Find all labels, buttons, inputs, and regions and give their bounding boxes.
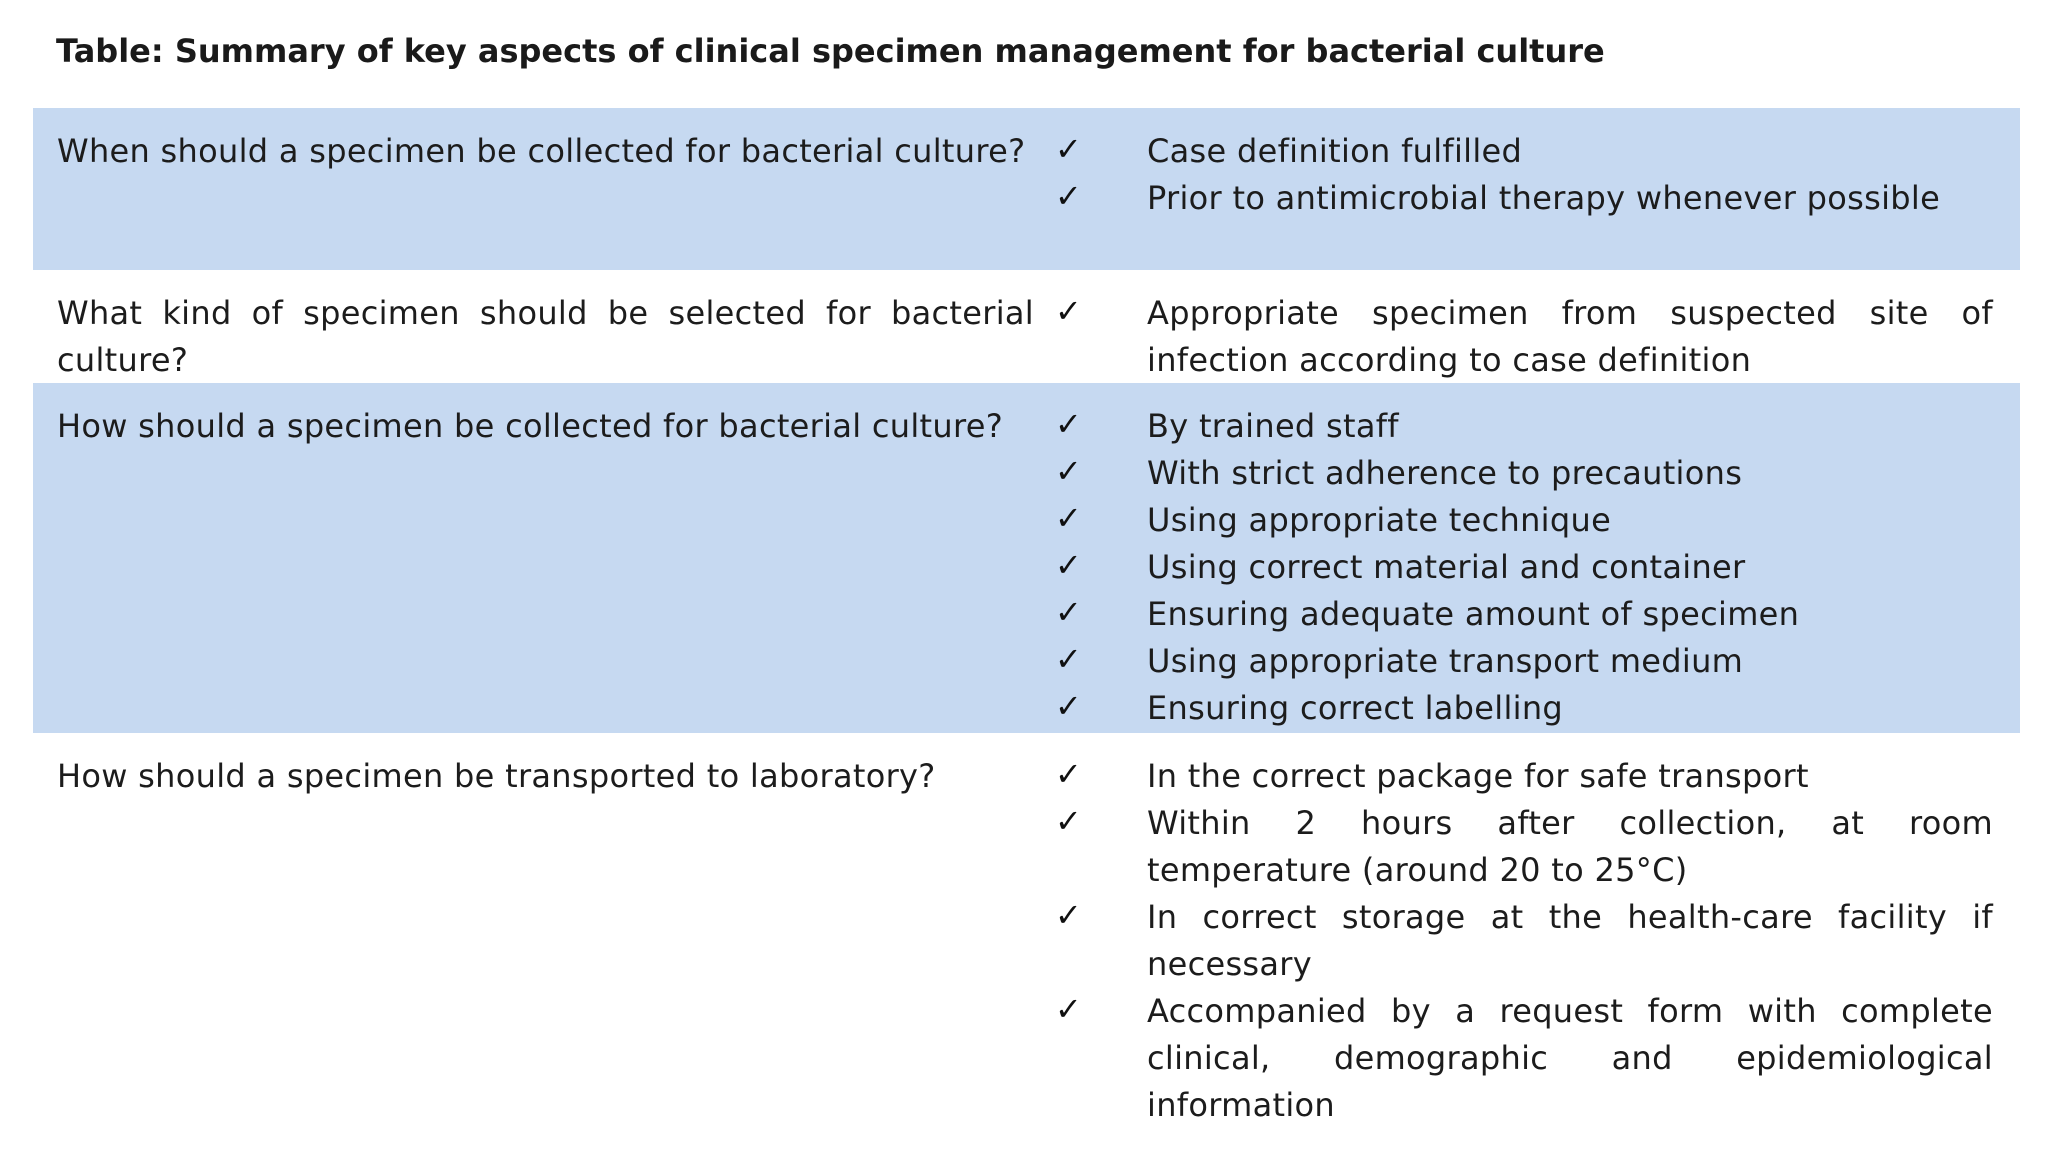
check-icon: ✓ (1055, 755, 1082, 793)
list-item (33, 753, 2020, 800)
check-icon: ✓ (1055, 177, 1082, 215)
list-item (33, 591, 2020, 638)
table-row (33, 383, 2020, 733)
list-item (33, 128, 2020, 175)
list-item (33, 175, 2020, 222)
answer-text: Ensuring correct labelling (1147, 689, 1564, 727)
table-row (33, 108, 2020, 270)
list-item (33, 497, 2020, 544)
answer-text: In the correct package for safe transport (1147, 757, 1809, 795)
answer-text: Prior to antimicrobial therapy whenever possible (1147, 179, 1941, 217)
row-question: How should a specimen be transported to laboratory? (57, 757, 936, 795)
list-item (33, 988, 2020, 1129)
answer-text: By trained staff (1147, 407, 1399, 445)
list-item (33, 894, 2020, 988)
answer-list (33, 290, 2020, 384)
check-icon: ✓ (1055, 546, 1082, 584)
answer-text: Ensuring adequate amount of specimen (1147, 595, 1800, 633)
check-icon: ✓ (1055, 640, 1082, 678)
answer-text: Accompanied by a request form with complete clinical, demographic and epidemiological information (1147, 992, 1993, 1124)
list-item (33, 403, 2020, 450)
list-item (33, 800, 2020, 894)
row-question: When should a specimen be collected for bacterial culture? (57, 132, 1026, 170)
check-icon: ✓ (1055, 593, 1082, 631)
check-icon: ✓ (1055, 896, 1082, 934)
check-icon: ✓ (1055, 687, 1082, 725)
answer-text: Using appropriate transport medium (1147, 642, 1744, 680)
check-icon: ✓ (1055, 990, 1082, 1028)
check-icon: ✓ (1055, 130, 1082, 168)
row-question: What kind of specimen should be selected for bacterial culture? (57, 294, 1034, 379)
answer-list (33, 753, 2020, 1129)
row-question: How should a specimen be collected for bacterial culture? (57, 407, 1004, 445)
table-row (33, 733, 2020, 1133)
check-icon: ✓ (1055, 292, 1082, 330)
check-icon: ✓ (1055, 499, 1082, 537)
list-item (33, 544, 2020, 591)
answer-text: In correct storage at the health-care facility if necessary (1147, 898, 1993, 983)
answer-list (33, 403, 2020, 732)
answer-text: With strict adherence to precautions (1147, 454, 1743, 492)
answer-text: Appropriate specimen from suspected site of infection according to case definition (1147, 294, 1993, 379)
answer-list (33, 128, 2020, 222)
list-item (33, 638, 2020, 685)
answer-text: Case definition fulfilled (1147, 132, 1523, 170)
check-icon: ✓ (1055, 452, 1082, 490)
list-item (33, 685, 2020, 732)
answer-text: Within 2 hours after collection, at room temperature (around 20 to 25°C) (1147, 804, 1993, 889)
answer-text: Using appropriate technique (1147, 501, 1612, 539)
check-icon: ✓ (1055, 405, 1082, 443)
table-title: Table: Summary of key aspects of clinical specimen management for bacterial culture (56, 32, 1605, 70)
answer-text: Using correct material and container (1147, 548, 1746, 586)
list-item (33, 290, 2020, 384)
list-item (33, 450, 2020, 497)
table-row (33, 270, 2020, 383)
check-icon: ✓ (1055, 802, 1082, 840)
